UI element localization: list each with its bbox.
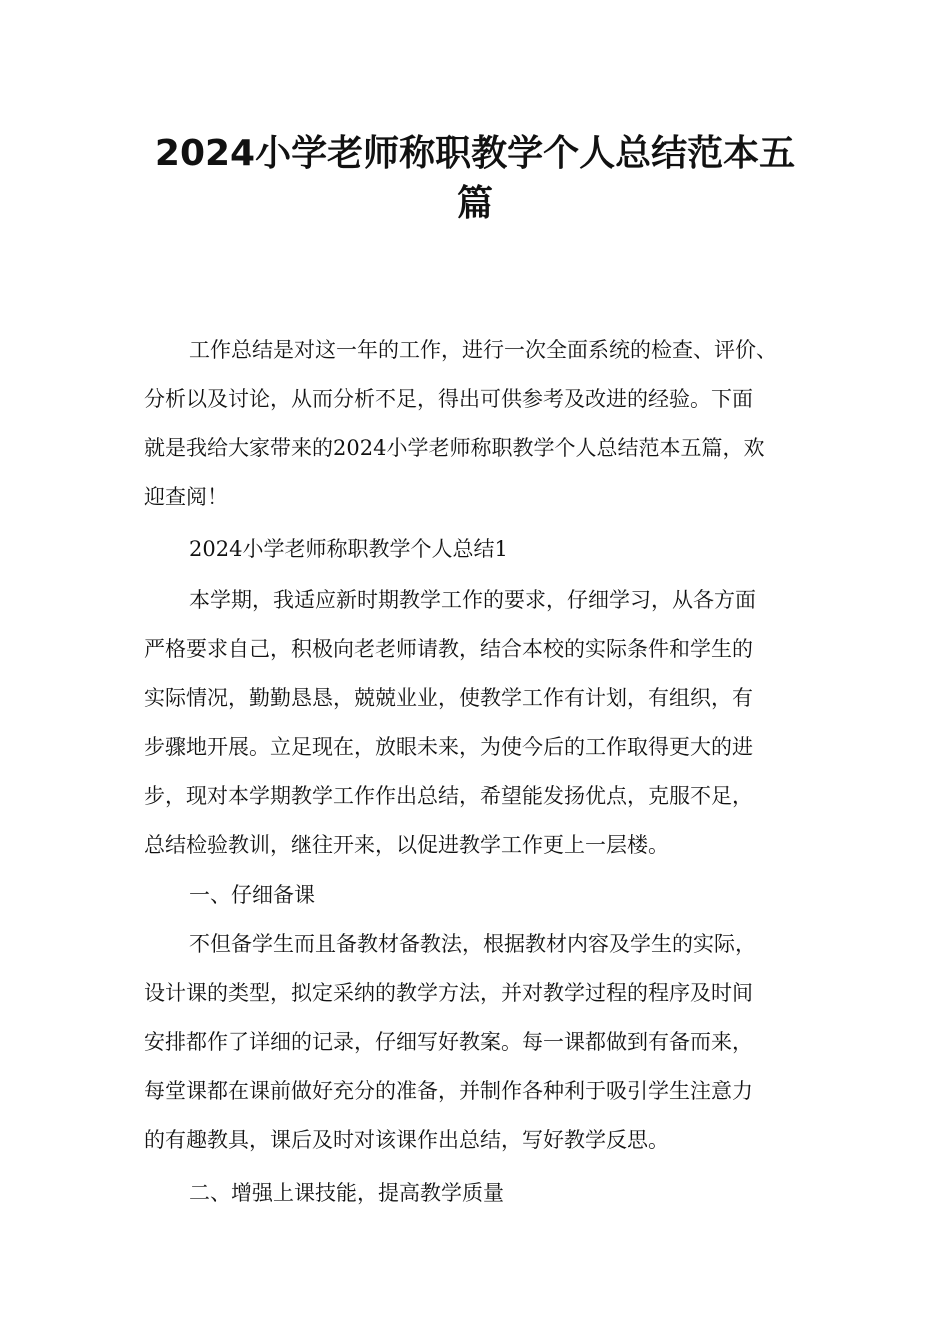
section-heading: 2024小学老师称职教学个人总结1	[189, 537, 508, 561]
body-paragraph-line: 安排都作了详细的记录，仔细写好教案。每一课都做到有备而来，	[144, 1030, 753, 1054]
intro-paragraph-line: 分析以及讨论，从而分析不足，得出可供参考及改进的经验。下面	[144, 387, 753, 411]
intro-paragraph-line: 就是我给大家带来的2024小学老师称职教学个人总结范本五篇，欢	[144, 436, 765, 460]
body-paragraph-line: 本学期，我适应新时期教学工作的要求，仔细学习，从各方面	[189, 588, 756, 612]
body-paragraph-line: 的有趣教具，课后及时对该课作出总结，写好教学反思。	[144, 1128, 669, 1152]
document-title-line-1: 2024小学老师称职教学个人总结范本五	[154, 133, 796, 174]
body-paragraph-line: 实际情况，勤勤恳恳，兢兢业业，使教学工作有计划，有组织，有	[144, 686, 753, 710]
intro-paragraph-line: 迎查阅！	[144, 485, 228, 509]
document-title-line-2: 篇	[456, 183, 493, 224]
body-paragraph-line: 总结检验教训，继往开来，以促进教学工作更上一层楼。	[144, 833, 669, 857]
subsection-heading: 一、仔细备课	[189, 883, 315, 907]
body-paragraph-line: 步，现对本学期教学工作作出总结，希望能发扬优点，克服不足，	[144, 784, 753, 808]
body-paragraph-line: 步骤地开展。立足现在，放眼未来，为使今后的工作取得更大的进	[144, 735, 753, 759]
body-paragraph-line: 不但备学生而且备教材备教法，根据教材内容及学生的实际，	[189, 932, 756, 956]
subsection-heading: 二、增强上课技能，提高教学质量	[189, 1181, 504, 1205]
body-paragraph-line: 每堂课都在课前做好充分的准备，并制作各种利于吸引学生注意力	[144, 1079, 753, 1103]
body-paragraph-line: 严格要求自己，积极向老老师请教，结合本校的实际条件和学生的	[144, 637, 753, 661]
body-paragraph-line: 设计课的类型，拟定采纳的教学方法，并对教学过程的程序及时间	[144, 981, 753, 1005]
intro-paragraph-line: 工作总结是对这一年的工作，进行一次全面系统的检查、评价、	[189, 338, 777, 362]
